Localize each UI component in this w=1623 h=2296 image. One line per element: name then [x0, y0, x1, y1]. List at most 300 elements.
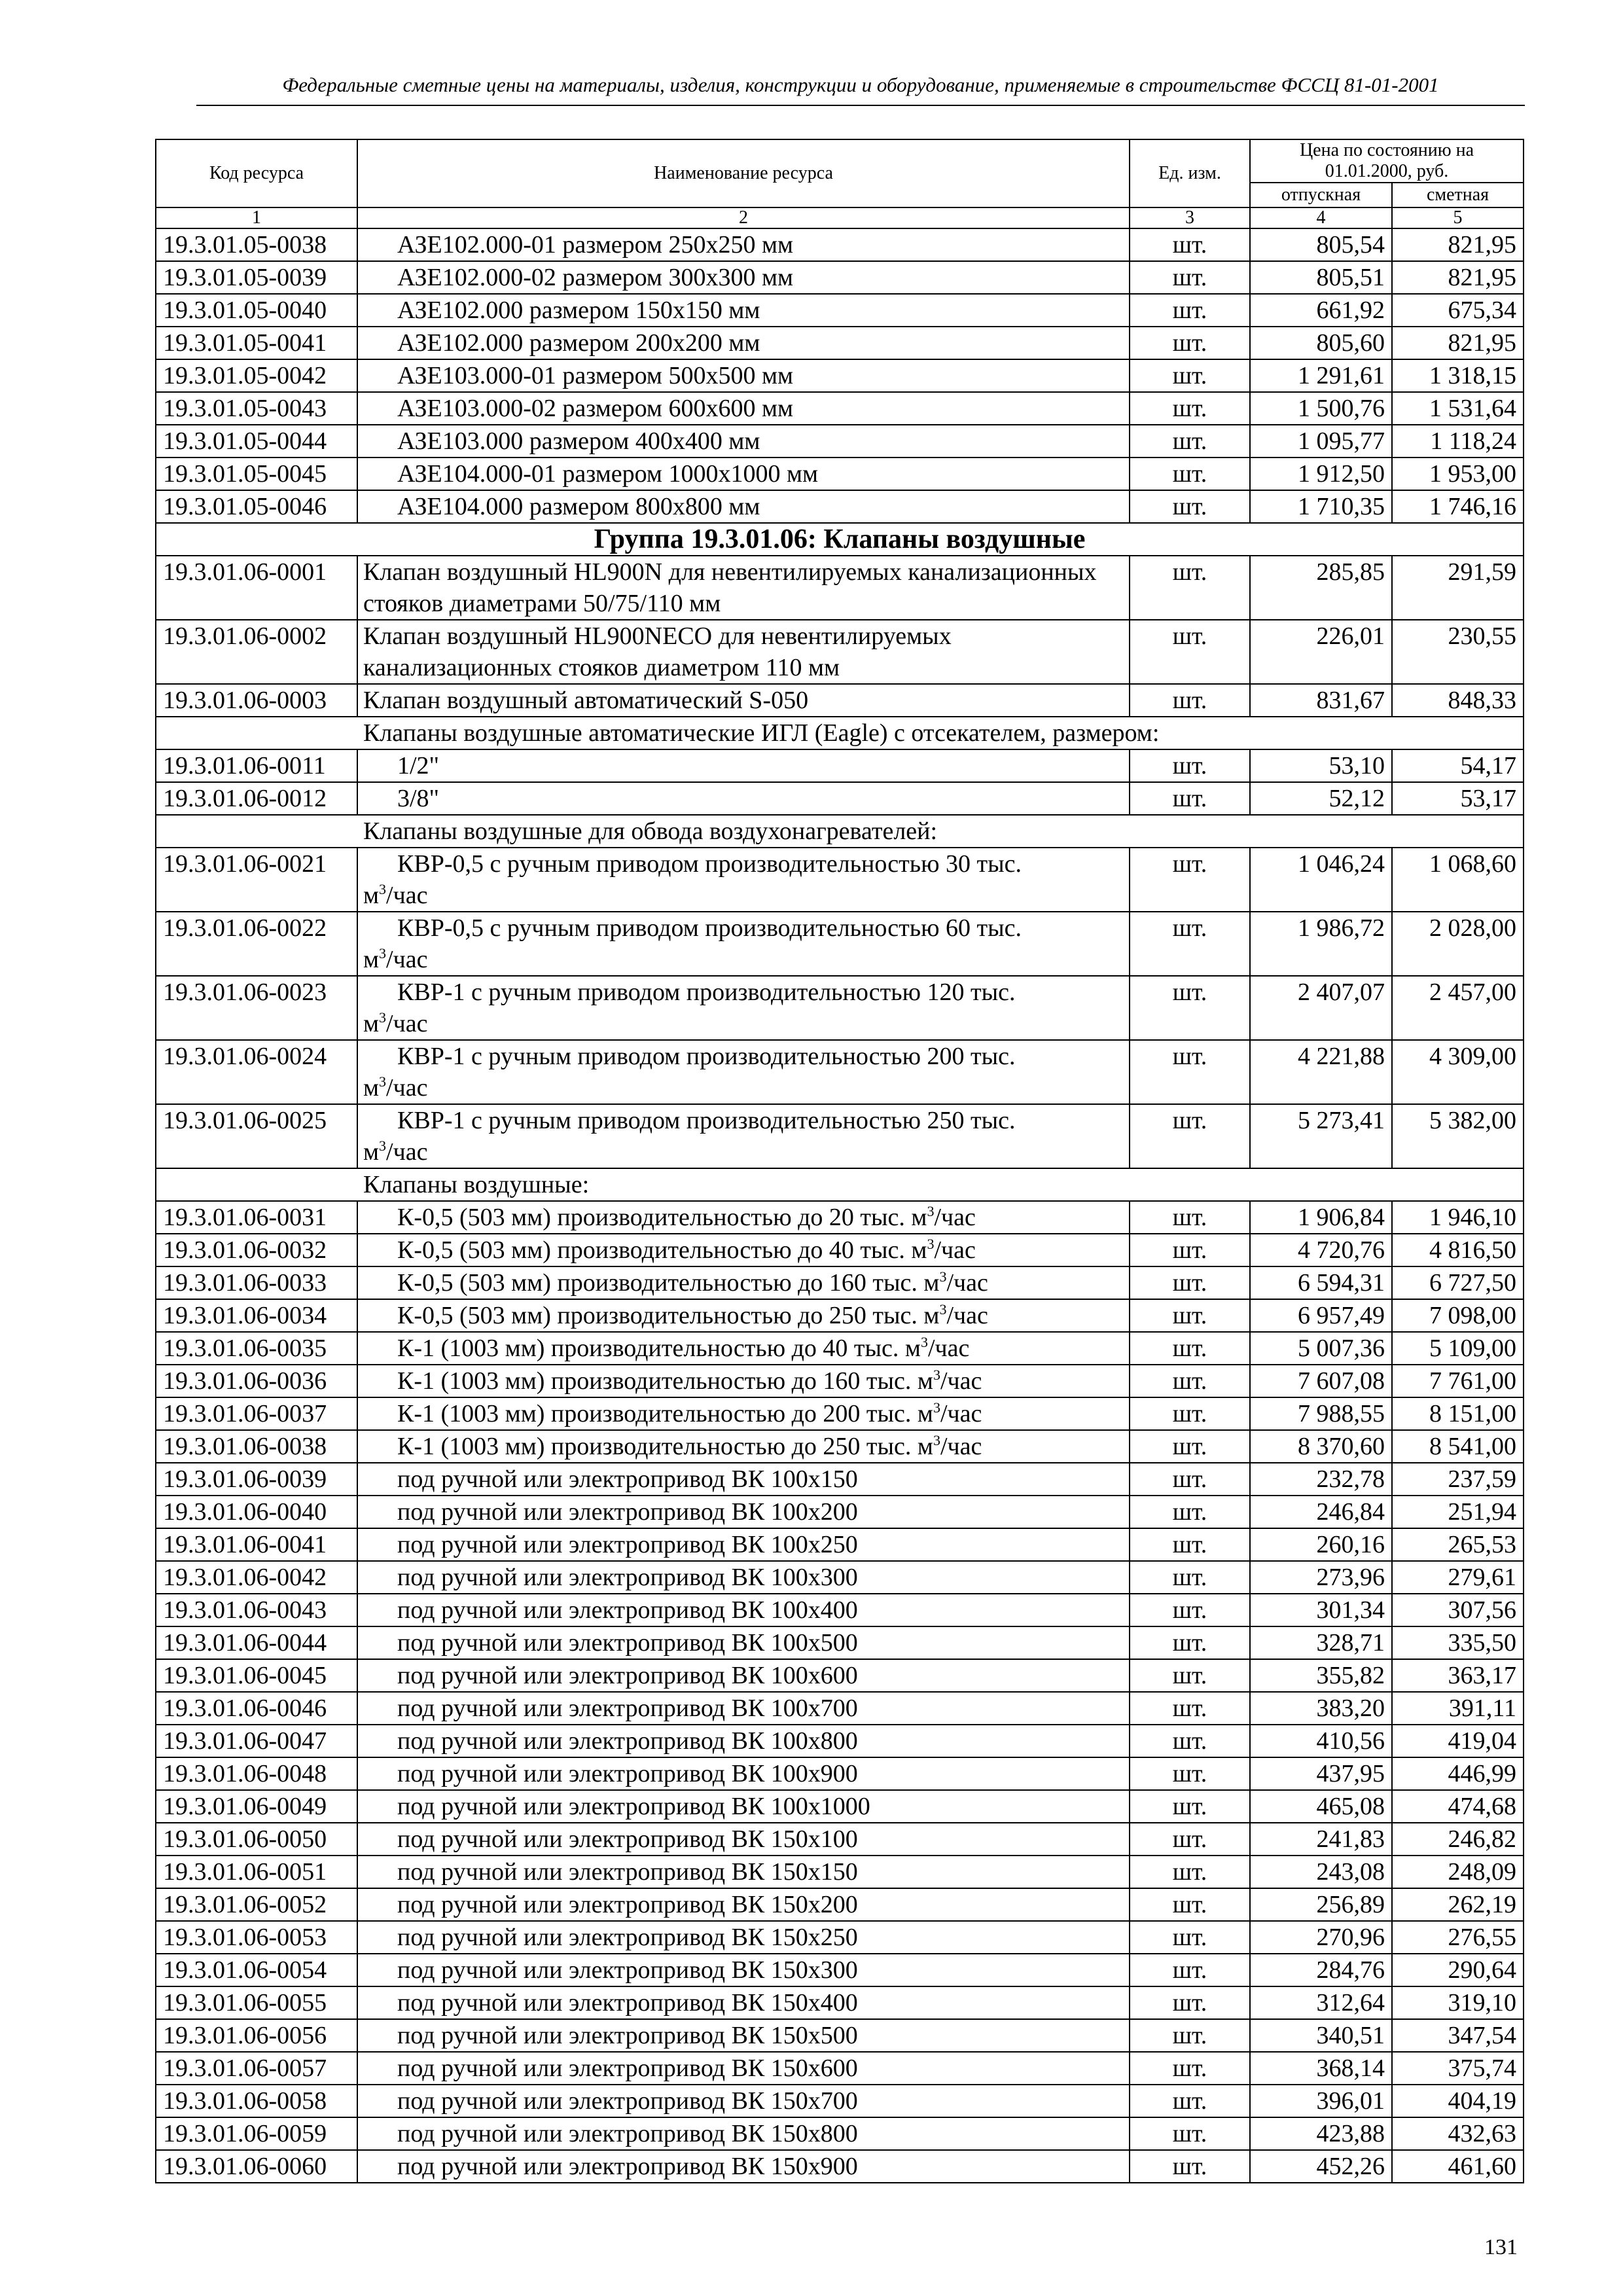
resource-code: 19.3.01.06-0012: [156, 782, 357, 815]
estimate-price: 251,94: [1392, 1496, 1524, 1528]
table-row: [156, 556, 1524, 620]
table-row: [156, 327, 1524, 359]
resource-code: 19.3.01.06-0039: [156, 1463, 357, 1496]
unit-cell: шт.: [1130, 2117, 1250, 2150]
release-price: 1 912,50: [1250, 457, 1392, 490]
unit-cell: шт.: [1130, 1626, 1250, 1659]
release-price: 243,08: [1250, 1856, 1392, 1888]
estimate-price: 276,55: [1392, 1921, 1524, 1954]
estimate-price: 347,54: [1392, 2019, 1524, 2052]
release-price: 661,92: [1250, 294, 1392, 327]
resource-code: 19.3.01.06-0056: [156, 2019, 357, 2052]
unit-cell: шт.: [1130, 1921, 1250, 1954]
resource-code: 19.3.01.06-0032: [156, 1234, 357, 1266]
estimate-price: 2 457,00: [1392, 976, 1524, 1040]
release-price: 1 095,77: [1250, 425, 1392, 457]
table-row: [156, 2085, 1524, 2117]
estimate-price: 446,99: [1392, 1757, 1524, 1790]
release-price: 340,51: [1250, 2019, 1392, 2052]
column-header-unit: Ед. изм.: [1130, 139, 1250, 207]
unit-cell: шт.: [1130, 912, 1250, 976]
estimate-price: 2 028,00: [1392, 912, 1524, 976]
table-row: [156, 392, 1524, 425]
estimate-price: 848,33: [1392, 684, 1524, 717]
estimate-price: 335,50: [1392, 1626, 1524, 1659]
table-row: [156, 1626, 1524, 1659]
release-price: 1 291,61: [1250, 359, 1392, 392]
release-price: 328,71: [1250, 1626, 1392, 1659]
resource-code: 19.3.01.06-0037: [156, 1397, 357, 1430]
unit-cell: шт.: [1130, 2150, 1250, 2183]
resource-code: 19.3.01.06-0058: [156, 2085, 357, 2117]
resource-code: 19.3.01.06-0047: [156, 1725, 357, 1757]
release-price: 256,89: [1250, 1888, 1392, 1921]
release-price: 383,20: [1250, 1692, 1392, 1725]
page-number: 131: [1484, 2235, 1518, 2259]
unit-cell: шт.: [1130, 1201, 1250, 1234]
unit-cell: шт.: [1130, 749, 1250, 782]
estimate-price: 319,10: [1392, 1986, 1524, 2019]
table-row: [156, 1234, 1524, 1266]
estimate-price: 8 151,00: [1392, 1397, 1524, 1430]
resource-name: под ручной или электропривод ВК 100х250: [357, 1528, 1130, 1561]
resource-name: [357, 1104, 1130, 1168]
release-price: 312,64: [1250, 1986, 1392, 2019]
table-row: [156, 1463, 1524, 1496]
table-row: [156, 228, 1524, 261]
release-price: 260,16: [1250, 1528, 1392, 1561]
resource-name: под ручной или электропривод ВК 150х400: [357, 1986, 1130, 2019]
estimate-price: 675,34: [1392, 294, 1524, 327]
unit-cell: шт.: [1130, 2052, 1250, 2085]
release-price: 1 986,72: [1250, 912, 1392, 976]
estimate-price: 230,55: [1392, 620, 1524, 684]
resource-name: [357, 848, 1130, 912]
resource-name: АЗЕ102.000-01 размером 250х250 мм: [357, 228, 1130, 261]
resource-name: Клапан воздушный HL900NECO для невентилируемых канализационных стояков диаметром 110 мм: [357, 620, 1130, 684]
table-row: [156, 1954, 1524, 1986]
resource-name: под ручной или электропривод ВК 150х600: [357, 2052, 1130, 2085]
column-header-code: Код ресурса: [156, 139, 357, 207]
resource-name: Клапан воздушный автоматический S-050: [357, 684, 1130, 717]
release-price: 6 957,49: [1250, 1299, 1392, 1332]
release-price: 452,26: [1250, 2150, 1392, 2183]
table-row: [156, 749, 1524, 782]
unit-cell: шт.: [1130, 294, 1250, 327]
resource-code: 19.3.01.06-0025: [156, 1104, 357, 1168]
resource-code: 19.3.01.05-0039: [156, 261, 357, 294]
unit-cell: шт.: [1130, 1986, 1250, 2019]
unit-cell: шт.: [1130, 1692, 1250, 1725]
resource-code: 19.3.01.06-0057: [156, 2052, 357, 2085]
estimate-price: 1 531,64: [1392, 392, 1524, 425]
release-price: 355,82: [1250, 1659, 1392, 1692]
unit-cell: шт.: [1130, 782, 1250, 815]
resource-code: 19.3.01.06-0043: [156, 1594, 357, 1626]
table-row: [156, 1496, 1524, 1528]
resource-name: под ручной или электропривод ВК 150х800: [357, 2117, 1130, 2150]
estimate-price: 391,11: [1392, 1692, 1524, 1725]
estimate-price: 1 318,15: [1392, 359, 1524, 392]
table-row: [156, 2052, 1524, 2085]
unit-cell: шт.: [1130, 392, 1250, 425]
unit-cell: шт.: [1130, 1757, 1250, 1790]
resource-name-text: КВР-0,5 с ручным приводом производительностью 30 тыс.: [397, 850, 1022, 878]
unit-cell: шт.: [1130, 359, 1250, 392]
resource-code: 19.3.01.05-0046: [156, 490, 357, 523]
resource-name: К-0,5 (503 мм) производительностью до 20 тыс. $м^3$/час: [357, 1201, 1130, 1234]
table-row: [156, 1594, 1524, 1626]
resource-code: 19.3.01.06-0041: [156, 1528, 357, 1561]
table-row: [156, 1104, 1524, 1168]
resource-name: АЗЕ104.000-01 размером 1000х1000 мм: [357, 457, 1130, 490]
resource-name: К-0,5 (503 мм) производительностью до 160 тыс. $м^3$/час: [357, 1266, 1130, 1299]
unit-cell: шт.: [1130, 1266, 1250, 1299]
column-header-name: Наименование ресурса: [357, 139, 1130, 207]
table-row: [156, 1856, 1524, 1888]
resource-name: К-1 (1003 мм) производительностью до 40 тыс. $м^3$/час: [357, 1332, 1130, 1365]
table-row: [156, 1725, 1524, 1757]
table-row: [156, 457, 1524, 490]
table-row: [156, 848, 1524, 912]
estimate-price: 6 727,50: [1392, 1266, 1524, 1299]
release-price: 52,12: [1250, 782, 1392, 815]
unit-cell: шт.: [1130, 327, 1250, 359]
release-price: 437,95: [1250, 1757, 1392, 1790]
release-price: 4 221,88: [1250, 1040, 1392, 1104]
resource-name: под ручной или электропривод ВК 100х600: [357, 1659, 1130, 1692]
unit-cell: шт.: [1130, 976, 1250, 1040]
resource-code: 19.3.01.05-0038: [156, 228, 357, 261]
release-price: 5 273,41: [1250, 1104, 1392, 1168]
release-price: 805,51: [1250, 261, 1392, 294]
estimate-price: 474,68: [1392, 1790, 1524, 1823]
estimate-price: 307,56: [1392, 1594, 1524, 1626]
release-price: 1 906,84: [1250, 1201, 1392, 1234]
estimate-price: 5 382,00: [1392, 1104, 1524, 1168]
resource-name-unit: $м^3$/час: [363, 1073, 428, 1102]
column-number: 3: [1130, 207, 1250, 228]
unit-cell: шт.: [1130, 228, 1250, 261]
column-number: 1: [156, 207, 357, 228]
unit-cell: шт.: [1130, 848, 1250, 912]
table-row: [156, 1397, 1524, 1430]
resource-name: АЗЕ104.000 размером 800х800 мм: [357, 490, 1130, 523]
estimate-price: 432,63: [1392, 2117, 1524, 2150]
resource-name: К-0,5 (503 мм) производительностью до 250 тыс. $м^3$/час: [357, 1299, 1130, 1332]
resource-name: 3/8": [357, 782, 1130, 815]
estimate-price: 53,17: [1392, 782, 1524, 815]
resource-name: Клапан воздушный HL900N для невентилируемых канализационных стояков диаметрами 50/75/110 мм: [357, 556, 1130, 620]
resource-name: АЗЕ102.000-02 размером 300х300 мм: [357, 261, 1130, 294]
table-row: [156, 912, 1524, 976]
table-row: [156, 359, 1524, 392]
resource-code: 19.3.01.06-0059: [156, 2117, 357, 2150]
estimate-price: 461,60: [1392, 2150, 1524, 2183]
resource-code: 19.3.01.06-0021: [156, 848, 357, 912]
resource-name: [357, 976, 1130, 1040]
unit-cell: шт.: [1130, 1397, 1250, 1430]
release-price: 285,85: [1250, 556, 1392, 620]
resource-code: 19.3.01.06-0049: [156, 1790, 357, 1823]
table-row: [156, 1266, 1524, 1299]
resource-code: 19.3.01.06-0002: [156, 620, 357, 684]
resource-name: К-1 (1003 мм) производительностью до 160 тыс. $м^3$/час: [357, 1365, 1130, 1397]
unit-cell: шт.: [1130, 1234, 1250, 1266]
subheading-row: [156, 815, 1524, 848]
estimate-price: 821,95: [1392, 228, 1524, 261]
resource-name-text: КВР-1 с ручным приводом производительностью 120 тыс.: [397, 978, 1016, 1007]
resource-name: под ручной или электропривод ВК 100х1000: [357, 1790, 1130, 1823]
estimate-price: 246,82: [1392, 1823, 1524, 1856]
unit-cell: шт.: [1130, 620, 1250, 684]
estimate-price: 237,59: [1392, 1463, 1524, 1496]
resource-name: К-1 (1003 мм) производительностью до 200 тыс. $м^3$/час: [357, 1397, 1130, 1430]
estimate-price: 5 109,00: [1392, 1332, 1524, 1365]
unit-cell: шт.: [1130, 425, 1250, 457]
estimate-price: 1 118,24: [1392, 425, 1524, 457]
unit-cell: шт.: [1130, 457, 1250, 490]
column-header-estimate: сметная: [1392, 183, 1524, 207]
unit-cell: шт.: [1130, 1430, 1250, 1463]
resource-name: под ручной или электропривод ВК 100х150: [357, 1463, 1130, 1496]
resource-code: 19.3.01.06-0034: [156, 1299, 357, 1332]
column-number: 4: [1250, 207, 1392, 228]
table-row: [156, 1040, 1524, 1104]
estimate-price: 54,17: [1392, 749, 1524, 782]
resource-name: под ручной или электропривод ВК 100х400: [357, 1594, 1130, 1626]
table-row: [156, 2019, 1524, 2052]
unit-cell: шт.: [1130, 1332, 1250, 1365]
unit-cell: шт.: [1130, 1725, 1250, 1757]
resource-code: 19.3.01.06-0022: [156, 912, 357, 976]
resource-name: под ручной или электропривод ВК 100х800: [357, 1725, 1130, 1757]
release-price: 246,84: [1250, 1496, 1392, 1528]
resource-name: К-1 (1003 мм) производительностью до 250 тыс. $м^3$/час: [357, 1430, 1130, 1463]
unit-cell: шт.: [1130, 1496, 1250, 1528]
unit-cell: шт.: [1130, 490, 1250, 523]
unit-cell: шт.: [1130, 1104, 1250, 1168]
unit-cell: шт.: [1130, 261, 1250, 294]
header-rule: [196, 105, 1525, 106]
release-price: 4 720,76: [1250, 1234, 1392, 1266]
resource-name: под ручной или электропривод ВК 100х300: [357, 1561, 1130, 1594]
table-row: [156, 620, 1524, 684]
release-price: 465,08: [1250, 1790, 1392, 1823]
resource-code: 19.3.01.06-0003: [156, 684, 357, 717]
estimate-price: 363,17: [1392, 1659, 1524, 1692]
release-price: 2 407,07: [1250, 976, 1392, 1040]
resource-name: под ручной или электропривод ВК 150х900: [357, 2150, 1130, 2183]
release-price: 301,34: [1250, 1594, 1392, 1626]
table-row: [156, 1757, 1524, 1790]
resource-name-unit: $м^3$/час: [363, 881, 428, 910]
resource-name: под ручной или электропривод ВК 100х200: [357, 1496, 1130, 1528]
resource-code: 19.3.01.06-0038: [156, 1430, 357, 1463]
resource-name: [357, 912, 1130, 976]
estimate-price: 1 068,60: [1392, 848, 1524, 912]
resource-code: 19.3.01.06-0048: [156, 1757, 357, 1790]
estimate-price: 279,61: [1392, 1561, 1524, 1594]
unit-cell: шт.: [1130, 1790, 1250, 1823]
unit-cell: шт.: [1130, 1528, 1250, 1561]
table-row: [156, 1986, 1524, 2019]
release-price: 284,76: [1250, 1954, 1392, 1986]
table-row: [156, 490, 1524, 523]
subheading-row: [156, 1168, 1524, 1201]
resource-name: 1/2": [357, 749, 1130, 782]
estimate-price: 821,95: [1392, 327, 1524, 359]
column-header-price: Цена по состоянию на 01.01.2000, руб.: [1250, 139, 1524, 183]
resource-name: под ручной или электропривод ВК 150х200: [357, 1888, 1130, 1921]
subheading-row: [156, 717, 1524, 749]
unit-cell: шт.: [1130, 1299, 1250, 1332]
release-price: 226,01: [1250, 620, 1392, 684]
table-row: [156, 261, 1524, 294]
resource-name: АЗЕ103.000-01 размером 500х500 мм: [357, 359, 1130, 392]
resource-code: 19.3.01.06-0055: [156, 1986, 357, 2019]
group-row: [156, 523, 1524, 556]
page-header: Федеральные сметные цены на материалы, изделия, конструкции и оборудование, применяемые в строительстве ФССЦ 81-01-2001: [282, 73, 1439, 96]
release-price: 8 370,60: [1250, 1430, 1392, 1463]
column-header-release: отпускная: [1250, 183, 1392, 207]
estimate-price: 419,04: [1392, 1725, 1524, 1757]
unit-cell: шт.: [1130, 2085, 1250, 2117]
release-price: 805,60: [1250, 327, 1392, 359]
estimate-price: 4 816,50: [1392, 1234, 1524, 1266]
resource-code: 19.3.01.06-0044: [156, 1626, 357, 1659]
subheading-title: Клапаны воздушные:: [156, 1168, 1524, 1201]
table-row: [156, 1823, 1524, 1856]
resource-name-unit: $м^3$/час: [363, 945, 428, 974]
table-row: [156, 782, 1524, 815]
table-row: [156, 1790, 1524, 1823]
unit-cell: шт.: [1130, 1888, 1250, 1921]
resource-name: под ручной или электропривод ВК 150х300: [357, 1954, 1130, 1986]
estimate-price: 4 309,00: [1392, 1040, 1524, 1104]
table-row: [156, 425, 1524, 457]
release-price: 831,67: [1250, 684, 1392, 717]
unit-cell: шт.: [1130, 1365, 1250, 1397]
unit-cell: шт.: [1130, 1823, 1250, 1856]
resource-name: под ручной или электропривод ВК 100х900: [357, 1757, 1130, 1790]
table-row: [156, 1888, 1524, 1921]
unit-cell: шт.: [1130, 1561, 1250, 1594]
resource-name: АЗЕ102.000 размером 200х200 мм: [357, 327, 1130, 359]
unit-cell: шт.: [1130, 1594, 1250, 1626]
release-price: 241,83: [1250, 1823, 1392, 1856]
resource-code: 19.3.01.05-0041: [156, 327, 357, 359]
release-price: 7 988,55: [1250, 1397, 1392, 1430]
resource-name: АЗЕ102.000 размером 150х150 мм: [357, 294, 1130, 327]
resource-code: 19.3.01.06-0060: [156, 2150, 357, 2183]
resource-name: К-0,5 (503 мм) производительностью до 40 тыс. $м^3$/час: [357, 1234, 1130, 1266]
table-row: [156, 1365, 1524, 1397]
resource-code: 19.3.01.06-0035: [156, 1332, 357, 1365]
release-price: 396,01: [1250, 2085, 1392, 2117]
resource-code: 19.3.01.05-0040: [156, 294, 357, 327]
estimate-price: 404,19: [1392, 2085, 1524, 2117]
column-number: 2: [357, 207, 1130, 228]
resource-code: 19.3.01.05-0043: [156, 392, 357, 425]
resource-code: 19.3.01.06-0042: [156, 1561, 357, 1594]
release-price: 1 046,24: [1250, 848, 1392, 912]
release-price: 270,96: [1250, 1921, 1392, 1954]
estimate-price: 7 098,00: [1392, 1299, 1524, 1332]
resource-name: под ручной или электропривод ВК 150х500: [357, 2019, 1130, 2052]
resource-name: под ручной или электропривод ВК 100х700: [357, 1692, 1130, 1725]
estimate-price: 1 946,10: [1392, 1201, 1524, 1234]
table-row: [156, 976, 1524, 1040]
estimate-price: 248,09: [1392, 1856, 1524, 1888]
estimate-price: 8 541,00: [1392, 1430, 1524, 1463]
table-row: [156, 1692, 1524, 1725]
group-title: Группа 19.3.01.06: Клапаны воздушные: [156, 523, 1524, 556]
resource-code: 19.3.01.06-0046: [156, 1692, 357, 1725]
estimate-price: 375,74: [1392, 2052, 1524, 2085]
resource-code: 19.3.01.06-0052: [156, 1888, 357, 1921]
table-row: [156, 1201, 1524, 1234]
resource-name-unit: $м^3$/час: [363, 1009, 428, 1038]
resource-name-text: КВР-1 с ручным приводом производительностью 250 тыс.: [397, 1107, 1016, 1135]
table-row: [156, 1921, 1524, 1954]
resource-name: АЗЕ103.000-02 размером 600х600 мм: [357, 392, 1130, 425]
resource-code: 19.3.01.06-0024: [156, 1040, 357, 1104]
resource-code: 19.3.01.06-0054: [156, 1954, 357, 1986]
unit-cell: шт.: [1130, 1040, 1250, 1104]
release-price: 53,10: [1250, 749, 1392, 782]
estimate-price: 7 761,00: [1392, 1365, 1524, 1397]
resource-name-unit: $м^3$/час: [363, 1138, 428, 1166]
resource-name: под ручной или электропривод ВК 100х500: [357, 1626, 1130, 1659]
unit-cell: шт.: [1130, 684, 1250, 717]
column-number: 5: [1392, 207, 1524, 228]
unit-cell: шт.: [1130, 1463, 1250, 1496]
table-row: [156, 1659, 1524, 1692]
resource-name: [357, 1040, 1130, 1104]
unit-cell: шт.: [1130, 1659, 1250, 1692]
resource-code: 19.3.01.06-0011: [156, 749, 357, 782]
release-price: 5 007,36: [1250, 1332, 1392, 1365]
resource-code: 19.3.01.06-0045: [156, 1659, 357, 1692]
resource-code: 19.3.01.05-0042: [156, 359, 357, 392]
unit-cell: шт.: [1130, 556, 1250, 620]
estimate-price: 265,53: [1392, 1528, 1524, 1561]
resource-name: под ручной или электропривод ВК 150х250: [357, 1921, 1130, 1954]
resource-code: 19.3.01.06-0033: [156, 1266, 357, 1299]
release-price: 1 500,76: [1250, 392, 1392, 425]
resource-name-text: КВР-0,5 с ручным приводом производительностью 60 тыс.: [397, 914, 1022, 942]
table-row: [156, 684, 1524, 717]
table-row: [156, 2117, 1524, 2150]
estimate-price: 1 746,16: [1392, 490, 1524, 523]
table-row: [156, 294, 1524, 327]
release-price: 368,14: [1250, 2052, 1392, 2085]
unit-cell: шт.: [1130, 1856, 1250, 1888]
resource-name: АЗЕ103.000 размером 400х400 мм: [357, 425, 1130, 457]
resource-code: 19.3.01.06-0051: [156, 1856, 357, 1888]
resource-code: 19.3.01.06-0023: [156, 976, 357, 1040]
resource-code: 19.3.01.06-0040: [156, 1496, 357, 1528]
release-price: 423,88: [1250, 2117, 1392, 2150]
release-price: 6 594,31: [1250, 1266, 1392, 1299]
resource-code: 19.3.01.06-0053: [156, 1921, 357, 1954]
unit-cell: шт.: [1130, 1954, 1250, 1986]
table-row: [156, 1528, 1524, 1561]
table-body: [156, 228, 1524, 2183]
estimate-price: 821,95: [1392, 261, 1524, 294]
release-price: 410,56: [1250, 1725, 1392, 1757]
